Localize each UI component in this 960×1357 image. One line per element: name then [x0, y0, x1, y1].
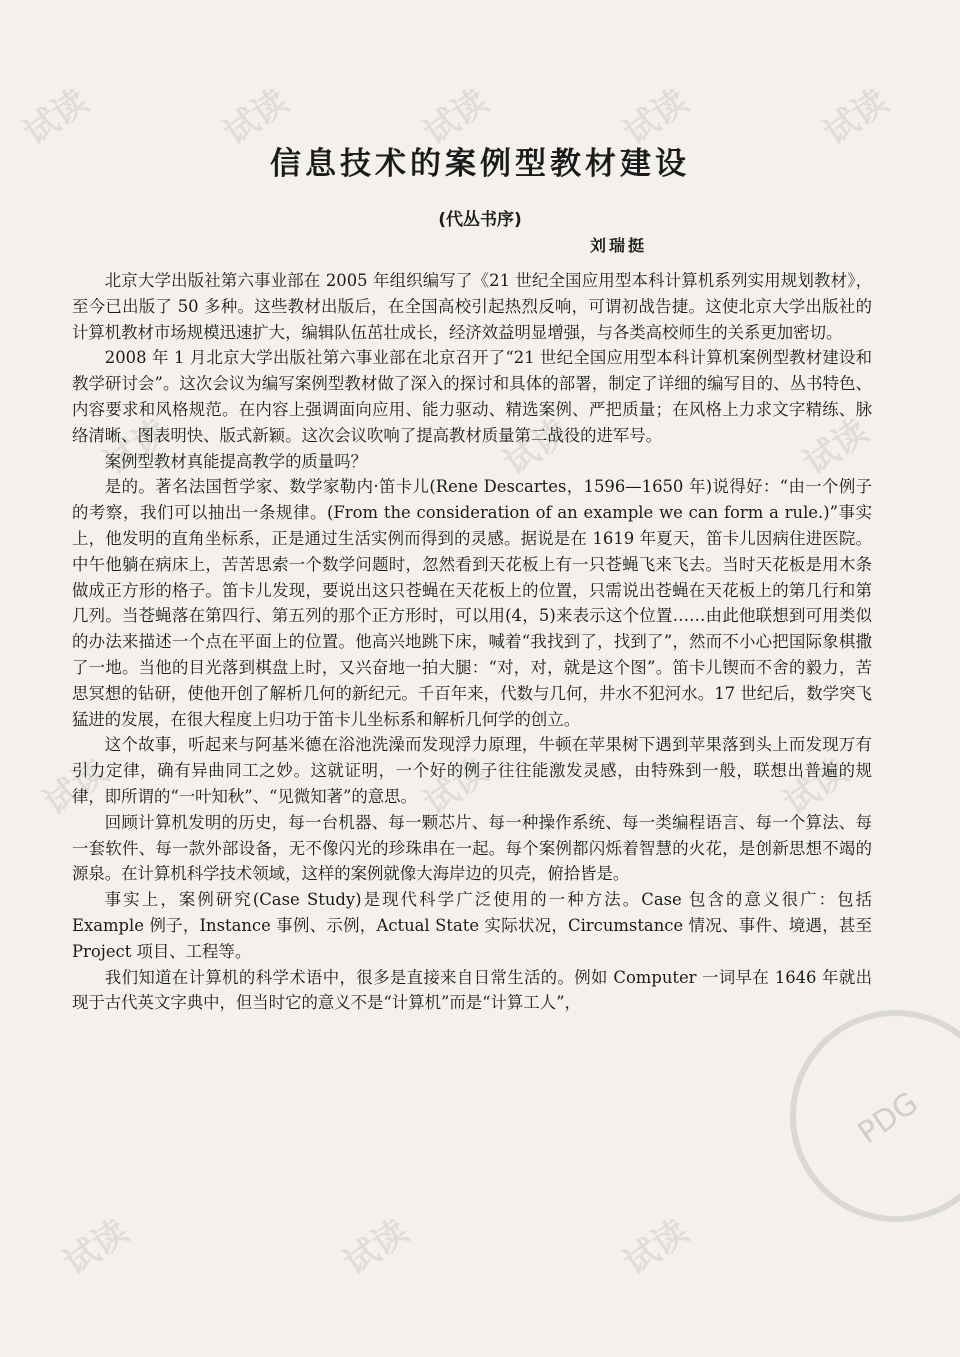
watermark: 试读	[216, 81, 296, 154]
watermark: 试读	[16, 81, 96, 154]
watermark: 试读	[336, 1211, 416, 1284]
article-body	[72, 268, 872, 1016]
watermark: 试读	[776, 751, 856, 824]
watermark: 试读	[616, 1211, 696, 1284]
watermark: 试读	[816, 81, 896, 154]
subtitle: (代丛书序)	[438, 210, 522, 230]
watermark: 试读	[416, 751, 496, 824]
paragraph: 回顾计算机发明的历史，每一台机器、每一颗芯片、每一种操作系统、每一类编程语言、每一个算法、每一套软件、每一款外部设备，无不像闪光的珍珠串在一起。每个案例都闪烁着智慧的火花，是创新思想不竭的源泉。在计算机科学技术领域，这样的案例就像大海岸边的贝壳，俯拾皆是。	[72, 812, 872, 884]
author: 刘瑞挺	[590, 236, 648, 255]
seal-text: PDG	[851, 1085, 925, 1152]
paragraph: 这个故事，听起来与阿基米德在浴池洗澡而发现浮力原理，牛顿在苹果树下遇到苹果落到头上而发现万有引力定律，确有异曲同工之妙。这就证明，一个好的例子往往能激发灵感，由特殊到一般，联想出普遍的规律，即所谓的“一叶知秋”、“见微知著”的意思。	[72, 735, 872, 806]
paragraph: 我们知道在计算机的科学术语中，很多是直接来自日常生活的。例如 Computer 一词早在 1646 年就出现于古代英文字典中，但当时它的意义不是“计算机”而是“计算工人”，	[72, 967, 872, 1013]
watermark: 试读	[36, 751, 116, 824]
watermark: 试读	[796, 411, 876, 484]
paragraph: 2008 年 1 月北京大学出版社第六事业部在北京召开了“21 世纪全国应用型本科计算机案例型教材建设和教学研讨会”。这次会议为编写案例型教材做了深入的探讨和具体的部署，制定了详细的编写目的、丛书特色、内容要求和风格规范。在内容上强调面向应用、能力驱动、精选案例、严把质量；在风格上力求文字精练、脉络清晰、图表明快、版式新颖。这次会议吹响了提高教材质量第二战役的进军号。	[72, 348, 872, 445]
watermark: 试读	[96, 411, 176, 484]
watermark: 试读	[56, 1211, 136, 1284]
watermark: 试读	[416, 81, 496, 154]
watermark: 试读	[616, 81, 696, 154]
page-title: 信息技术的案例型教材建设	[270, 146, 690, 182]
paragraph: 北京大学出版社第六事业部在 2005 年组织编写了《21 世纪全国应用型本科计算机系列实用规划教材》，至今已出版了 50 多种。这些教材出版后，在全国高校引起热烈反响，可谓初战告捷。这使北京大学出版社的计算机教材市场规模迅速扩大，编辑队伍茁壮成长，经济效益明显增强，与各类高校师生的关系更加密切。	[72, 271, 872, 342]
paragraph: 案例型教材真能提高教学的质量吗？	[104, 451, 368, 471]
paragraph: 事实上，案例研究(Case Study)是现代科学广泛使用的一种方法。Case 包含的意义很广：包括 Example 例子，Instance 事例、示例，Actual State 实际状况，Circumstance 情况、事件、境遇，甚至 Project 项目、工程等。	[72, 890, 872, 961]
paragraph: 是的。著名法国哲学家、数学家勒内·笛卡儿(Rene Descartes，1596—1650 年)说得好：“由一个例子的考察，我们可以抽出一条规律。(From the consideration of an example we can form a rule.)”事实上，他发明的直角坐标系，正是通过生活实例而得到的灵感。据说是在 1619 年夏天，笛卡儿因病住进医院。中午他躺在病床上，苦苦思索一个数学问题时，忽然看到天花板上有一只苍蝇飞来飞去。当时天花板是用木条做成正方形的格子。笛卡儿发现，要说出这只苍蝇在天花板上的位置，只需说出苍蝇在天花板上的第几行和第几列。当苍蝇落在第四行、第五列的那个正方形时，可以用(4，5)来表示这个位置……由此他联想到可用类似的办法来描述一个点在平面上的位置。他高兴地跳下床，喊着“我找到了，找到了”，然而不小心把国际象棋撒了一地。当他的目光落到棋盘上时，又兴奋地一拍大腿：“对，对，就是这个图”。笛卡儿锲而不舍的毅力，苦思冥想的钻研，使他开创了解析几何的新纪元。千百年来，代数与几何，井水不犯河水。17 世纪后，数学突飞猛进的发展，在很大程度上归功于笛卡儿坐标系和解析几何学的创立。	[72, 477, 873, 729]
watermark: 试读	[496, 411, 576, 484]
